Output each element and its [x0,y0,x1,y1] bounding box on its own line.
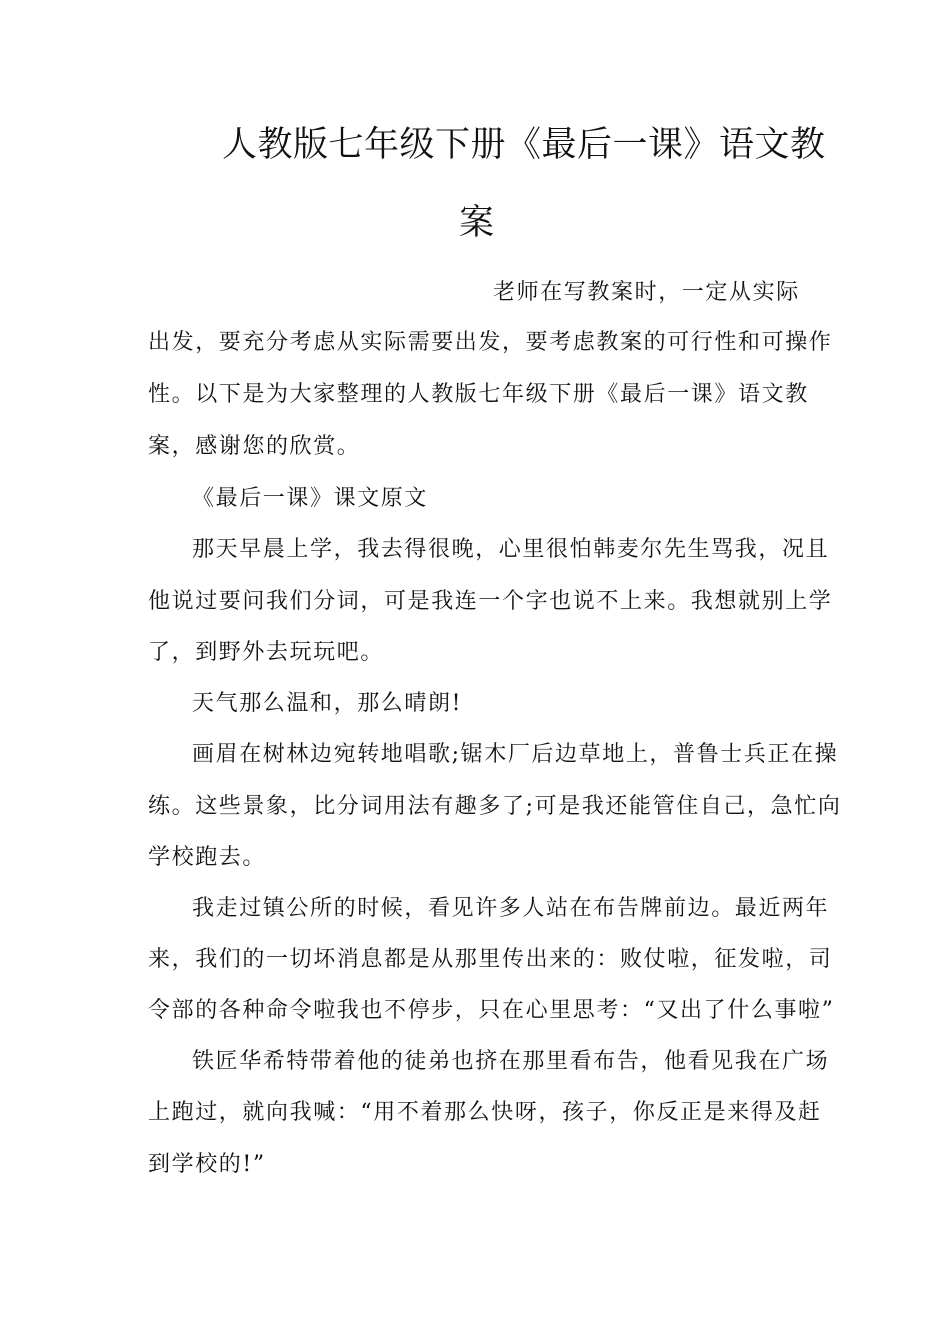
paragraph-1-line-2: 他说过要问我们分词，可是我连一个字也说不上来。我想就别上学 [148,589,833,614]
paragraph-4-line-2: 来，我们的一切坏消息都是从那里传出来的：败仗啦，征发啦，司 [148,947,833,972]
document-title-line-1: 人教版七年级下册《最后一课》语文教 [222,125,826,165]
paragraph-1-line-1: 那天早晨上学，我去得很晚，心里很怕韩麦尔先生骂我，况且 [192,537,830,562]
intro-line-4: 案，感谢您的欣赏。 [148,434,361,459]
intro-line-2: 出发，要充分考虑从实际需要出发，要考虑教案的可行性和可操作 [148,330,833,355]
section-heading: 《最后一课》课文原文 [192,486,429,511]
intro-line-3: 性。以下是为大家整理的人教版七年级下册《最后一课》语文教 [148,382,809,407]
paragraph-3-line-3: 学校跑去。 [148,845,267,870]
paragraph-1-line-3: 了，到野外去玩玩吧。 [148,640,385,665]
intro-line-1: 老师在写教案时，一定从实际 [493,280,800,305]
document-title-line-2: 案 [459,203,495,243]
paragraph-5-line-3: 到学校的!” [148,1152,266,1177]
paragraph-3-line-2: 练。这些景象，比分词用法有趣多了;可是我还能管住自己，急忙向 [148,794,842,819]
paragraph-5-line-1: 铁匠华希特带着他的徒弟也挤在那里看布告，他看见我在广场 [192,1049,830,1074]
paragraph-3-line-1: 画眉在树林边宛转地唱歌;锯木厂后边草地上，普鲁士兵正在操 [192,742,839,767]
paragraph-4-line-1: 我走过镇公所的时候，看见许多人站在布告牌前边。最近两年 [192,896,830,921]
paragraph-5-line-2: 上跑过，就向我喊：“用不着那么快呀，孩子，你反正是来得及赶 [148,1100,822,1125]
paragraph-4-line-3: 令部的各种命令啦我也不停步，只在心里思考：“又出了什么事啦” [148,998,835,1023]
paragraph-2-line-1: 天气那么温和，那么晴朗! [192,691,463,716]
